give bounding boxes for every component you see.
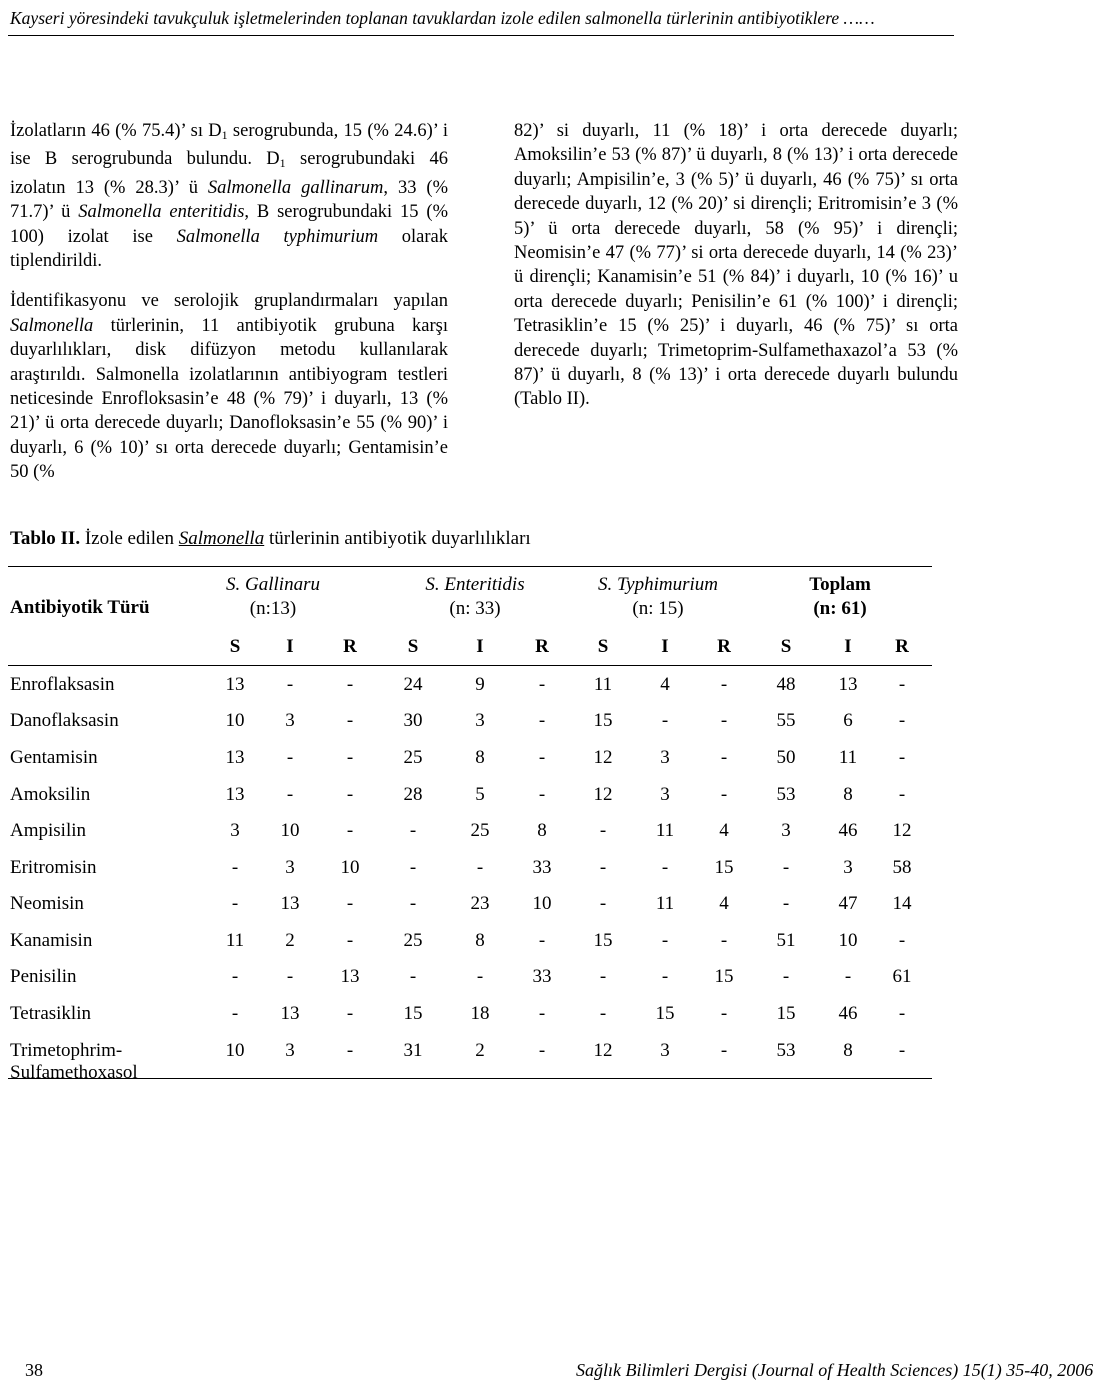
table-cell: 3 [660, 747, 670, 768]
table-cell: - [346, 1003, 354, 1024]
table-cell: - [720, 1003, 728, 1024]
subscript: 1 [279, 156, 286, 171]
table-cell: - [409, 820, 417, 841]
table-caption [10, 528, 531, 550]
group-header-typhimurium [578, 573, 738, 621]
table-cell: - [409, 857, 417, 878]
table-cell: 53 [776, 1040, 796, 1061]
subheader-r: R [717, 636, 731, 657]
table-cell: 15 [776, 1003, 796, 1024]
journal-citation: Sağlık Bilimleri Dergisi (Journal of Health Sciences) 15(1) 35-40, 2006 [576, 1360, 1093, 1380]
left-column [10, 119, 448, 485]
table-cell: - [476, 966, 484, 987]
table-cell: - [538, 784, 546, 805]
table-cell: - [538, 930, 546, 951]
subheader-s: S [597, 636, 609, 657]
table-row [8, 1040, 932, 1083]
table-cell: - [599, 893, 607, 914]
table-cell: 8 [843, 1040, 853, 1061]
table-cell: - [720, 930, 728, 951]
table-cell: - [346, 1040, 354, 1061]
table-row [8, 747, 932, 783]
table-rule-bottom [8, 1078, 932, 1079]
table-cell: - [346, 674, 354, 695]
table-row [8, 1003, 932, 1039]
table-cell: 12 [593, 784, 613, 805]
column-label-antibiotic: Antibiyotik Türü [10, 597, 150, 618]
table-cell: - [661, 710, 669, 731]
table-cell: 15 [655, 1003, 675, 1024]
table-cell: - [538, 1040, 546, 1061]
table-cell: 3 [285, 857, 295, 878]
table-cell: - [898, 1040, 906, 1061]
table-cell: 10 [340, 857, 360, 878]
table-cell: 8 [537, 820, 547, 841]
subheader-i: I [286, 636, 294, 657]
table-cell: 25 [403, 930, 423, 951]
table-cell: 3 [843, 857, 853, 878]
table-cell: 5 [475, 784, 485, 805]
text-run: , 33 (% 71.7)’ ü [10, 177, 448, 223]
table-caption-label: Tablo II. [10, 528, 81, 549]
table-cell: 33 [532, 857, 552, 878]
table-body [8, 666, 932, 1083]
table-cell: - [599, 1003, 607, 1024]
italic-text: Salmonella [10, 315, 94, 336]
table-cell: 15 [714, 857, 734, 878]
table-cell: 13 [225, 747, 245, 768]
antibiotic-name: Tetrasiklin [10, 1003, 91, 1024]
table-cell: 8 [475, 930, 485, 951]
table-caption-italic: Salmonella [178, 528, 265, 549]
table-cell: - [231, 857, 239, 878]
table-cell: 51 [776, 930, 796, 951]
table-cell: 3 [285, 1040, 295, 1061]
table-cell: 4 [719, 893, 729, 914]
text-run: türlerinin, 11 antibiyotik grubuna karşı duyarlılıkları, disk difüzyon metodu kullanılarak araştırıldı. Salmonella izolatlarının antibiyogram testleri neticesinde Enrofloksasin’e 48 (% 79)’ i duyarlı, 13 (% 21)’ ü orta derecede duyarlı; Danofloksasin’e 55 (% 90)’ i duyarlı, 6 (% 10)’ sı orta derecede duyarlı; Gentamisin’e 50 (% [10, 315, 448, 483]
text-run: , B serogrubundaki 15 (% 100) izolat ise [10, 202, 448, 247]
table-cell: - [231, 1003, 239, 1024]
table-cell: 33 [532, 966, 552, 987]
table-cell: 10 [280, 820, 300, 841]
table-cell: - [720, 747, 728, 768]
table-cell: 14 [892, 893, 912, 914]
table-cell: 11 [225, 930, 245, 951]
table-row [8, 930, 932, 966]
table-cell: 15 [593, 930, 613, 951]
table-cell: 11 [655, 893, 675, 914]
antibiotic-name: Enroflaksasin [10, 674, 115, 695]
table-cell: - [538, 747, 546, 768]
italic-text: Salmonella enteritidis [78, 202, 245, 223]
table-cell: 61 [892, 966, 912, 987]
subheader-r: R [535, 636, 549, 657]
table-cell: 3 [475, 710, 485, 731]
table-cell: - [782, 857, 790, 878]
table-cell: - [898, 747, 906, 768]
group-count: (n:13) [249, 598, 297, 619]
table-cell: - [346, 784, 354, 805]
table-row [8, 893, 932, 929]
italic-text: Salmonella gallinarum [207, 177, 384, 198]
table-cell: 3 [285, 710, 295, 731]
table-cell: 12 [593, 1040, 613, 1061]
group-header-enteritidis [400, 573, 550, 621]
table-cell: 13 [280, 1003, 300, 1024]
table-cell: 24 [403, 674, 423, 695]
table-cell: 47 [838, 893, 858, 914]
table-cell: - [720, 1040, 728, 1061]
table-row [8, 966, 932, 1002]
paragraph-serogroups [10, 119, 448, 273]
table-cell: 55 [776, 710, 796, 731]
table-caption-pre: İzole edilen [80, 528, 179, 549]
table-cell: - [346, 893, 354, 914]
table-cell: 30 [403, 710, 423, 731]
susceptibility-table [8, 566, 932, 1083]
text-run: serogrubundaki 46 izolatın 13 (% 28.3)’ ü [10, 149, 448, 198]
table-cell: - [538, 674, 546, 695]
table-cell: - [720, 710, 728, 731]
table-cell: 15 [714, 966, 734, 987]
table-cell: - [346, 747, 354, 768]
table-cell: - [898, 710, 906, 731]
table-cell: 28 [403, 784, 423, 805]
subscript: 1 [221, 128, 228, 142]
page-number: 38 [25, 1360, 43, 1380]
table-cell: 13 [225, 674, 245, 695]
table-cell: - [231, 966, 239, 987]
table-cell: 48 [776, 674, 796, 695]
subheader-s: S [229, 636, 241, 657]
antibiotic-name: Kanamisin [10, 930, 93, 951]
table-cell: - [538, 1003, 546, 1024]
table-cell: 25 [403, 747, 423, 768]
group-name: Toplam [809, 574, 871, 595]
subheader-s: S [407, 636, 419, 657]
table-row [8, 857, 932, 893]
table-cell: - [286, 747, 294, 768]
antibiotic-name-line: Sulfamethoxasol [10, 1062, 138, 1083]
table-row [8, 820, 932, 856]
table-cell: 46 [838, 1003, 858, 1024]
table-cell: - [720, 674, 728, 695]
table-cell: - [720, 784, 728, 805]
table-cell: - [844, 966, 852, 987]
group-name: S. Gallinaru [226, 574, 320, 595]
table-cell: - [538, 710, 546, 731]
table-cell: 23 [470, 893, 490, 914]
table-cell: 12 [892, 820, 912, 841]
subheader-i: I [476, 636, 484, 657]
table-cell: - [476, 857, 484, 878]
table-cell: 13 [280, 893, 300, 914]
table-cell: 10 [532, 893, 552, 914]
table-cell: 10 [225, 710, 245, 731]
table-cell: 3 [781, 820, 791, 841]
group-count: (n: 15) [632, 598, 684, 619]
table-caption-post: türlerinin antibiyotik duyarlılıkları [264, 528, 531, 549]
table-cell: - [409, 966, 417, 987]
table-cell: 13 [838, 674, 858, 695]
table-cell: 53 [776, 784, 796, 805]
table-cell: - [599, 857, 607, 878]
table-cell: - [286, 784, 294, 805]
table-cell: - [898, 930, 906, 951]
table-cell: 9 [475, 674, 485, 695]
table-cell: - [286, 674, 294, 695]
table-cell: - [231, 893, 239, 914]
header-rule [8, 35, 954, 36]
table-cell: - [898, 674, 906, 695]
antibiotic-name: Ampisilin [10, 820, 87, 841]
group-count: (n: 33) [449, 598, 501, 619]
table-cell: 15 [593, 710, 613, 731]
table-cell: 18 [470, 1003, 490, 1024]
table-cell: 10 [225, 1040, 245, 1061]
text-run: olarak tiplendirildi. [10, 226, 448, 272]
table-cell: 8 [475, 747, 485, 768]
subheader-i: I [661, 636, 669, 657]
table-cell: 13 [340, 966, 360, 987]
table-cell: - [661, 966, 669, 987]
table-cell: - [346, 820, 354, 841]
table-cell: - [346, 930, 354, 951]
table-cell: - [661, 857, 669, 878]
paragraph-susceptibility: 82)’ si duyarlı, 11 (% 18)’ i orta derecede duyarlı; Amoksilin’e 53 (% 87)’ ü duyarlı, 8 (% 13)’ i orta derecede duyarlı; Ampisilin’e, 3 (% 5)’ ü duyarlı, 46 (% 75)’ sı orta derecede duyarlı, 12 (% 20)’ si dirençli; Eritromisin’e 3 (% 5)’ ü orta derecede duyarlı, 58 (% 95)’ i dirençli; Neomisin’e 47 (% 77)’ si orta derecede duyarlı, 14 (% 23)’ ü dirençli; Kanamisin’e 51 (% 84)’ i duyarlı, 10 (% 16)’ u orta derecede duyarlı; Penisilin’e 61 (% 100)’ i dirençli; Tetrasiklin’e 15 (% 25)’ i duyarlı, 46 (% 75)’ sı orta derecede duyarlı; Trimetoprim-Sulfamethaxazol’a 53 (% 87)’ ü duyarlı, 8 (% 13)’ i orta derecede duyarlı bulundu (Tablo II). [514, 121, 958, 410]
subheader-i: I [844, 636, 852, 657]
antibiotic-name: Eritromisin [10, 857, 97, 878]
antibiotic-name: Gentamisin [10, 747, 98, 768]
table-cell: 6 [843, 710, 853, 731]
subheader-r: R [343, 636, 357, 657]
table-cell: 3 [660, 1040, 670, 1061]
text-run: İdentifikasyonu ve serolojik gruplandırmaları yapılan [10, 291, 448, 312]
running-header: Kayseri yöresindeki tavukçuluk işletmelerinden toplanan tavuklardan izole edilen salmonella türlerinin antibiyotiklere …… [10, 8, 875, 28]
table-cell: - [409, 893, 417, 914]
group-name: S. Enteritidis [425, 574, 525, 595]
table-cell: 25 [470, 820, 490, 841]
subheader-s: S [780, 636, 792, 657]
table-row [8, 784, 932, 820]
group-count: (n: 61) [813, 598, 867, 619]
text-run: serogrubunda, 15 (% 24.6)’ i ise B serogrubunda bulundu. D [10, 121, 448, 170]
table-cell: 3 [660, 784, 670, 805]
table-cell: - [286, 966, 294, 987]
table-cell: 46 [838, 820, 858, 841]
table-cell: 11 [593, 674, 613, 695]
table-cell: 3 [230, 820, 240, 841]
table-cell: 12 [593, 747, 613, 768]
group-header-gallinarum [208, 573, 338, 621]
text-run: İzolatların 46 (% 75.4)’ sı D [10, 121, 222, 141]
group-header-total [780, 573, 900, 621]
table-cell: 58 [892, 857, 912, 878]
table-cell: 8 [843, 784, 853, 805]
table-cell: 11 [838, 747, 858, 768]
subheader-r: R [895, 636, 909, 657]
table-cell: - [346, 710, 354, 731]
table-cell: - [782, 893, 790, 914]
table-cell: - [661, 930, 669, 951]
table-cell: 31 [403, 1040, 423, 1061]
table-cell: - [782, 966, 790, 987]
antibiotic-name: Amoksilin [10, 784, 91, 805]
antibiotic-name-line: Trimetophrim- [10, 1040, 123, 1061]
table-cell: 4 [660, 674, 670, 695]
table-cell: 50 [776, 747, 796, 768]
table-cell: 2 [475, 1040, 485, 1061]
table-cell: - [898, 1003, 906, 1024]
antibiotic-name: Danoflaksasin [10, 710, 119, 731]
table-cell: 13 [225, 784, 245, 805]
table-cell: 11 [655, 820, 675, 841]
group-name: S. Typhimurium [598, 574, 718, 595]
table-row [8, 710, 932, 746]
right-column [514, 119, 958, 412]
table-cell: - [898, 784, 906, 805]
paragraph-identification [10, 289, 448, 484]
table-cell: 10 [838, 930, 858, 951]
antibiotic-name: Neomisin [10, 893, 84, 914]
italic-text: Salmonella typhimurium [176, 226, 379, 247]
table-cell: 4 [719, 820, 729, 841]
table-cell: 15 [403, 1003, 423, 1024]
table-row [8, 674, 932, 710]
table-cell: 2 [285, 930, 295, 951]
table-cell: - [599, 966, 607, 987]
table-header-sir [8, 629, 932, 665]
table-cell: - [599, 820, 607, 841]
antibiotic-name: Penisilin [10, 966, 77, 987]
table-header-groups [8, 567, 932, 629]
antibiotic-name [10, 1040, 138, 1084]
